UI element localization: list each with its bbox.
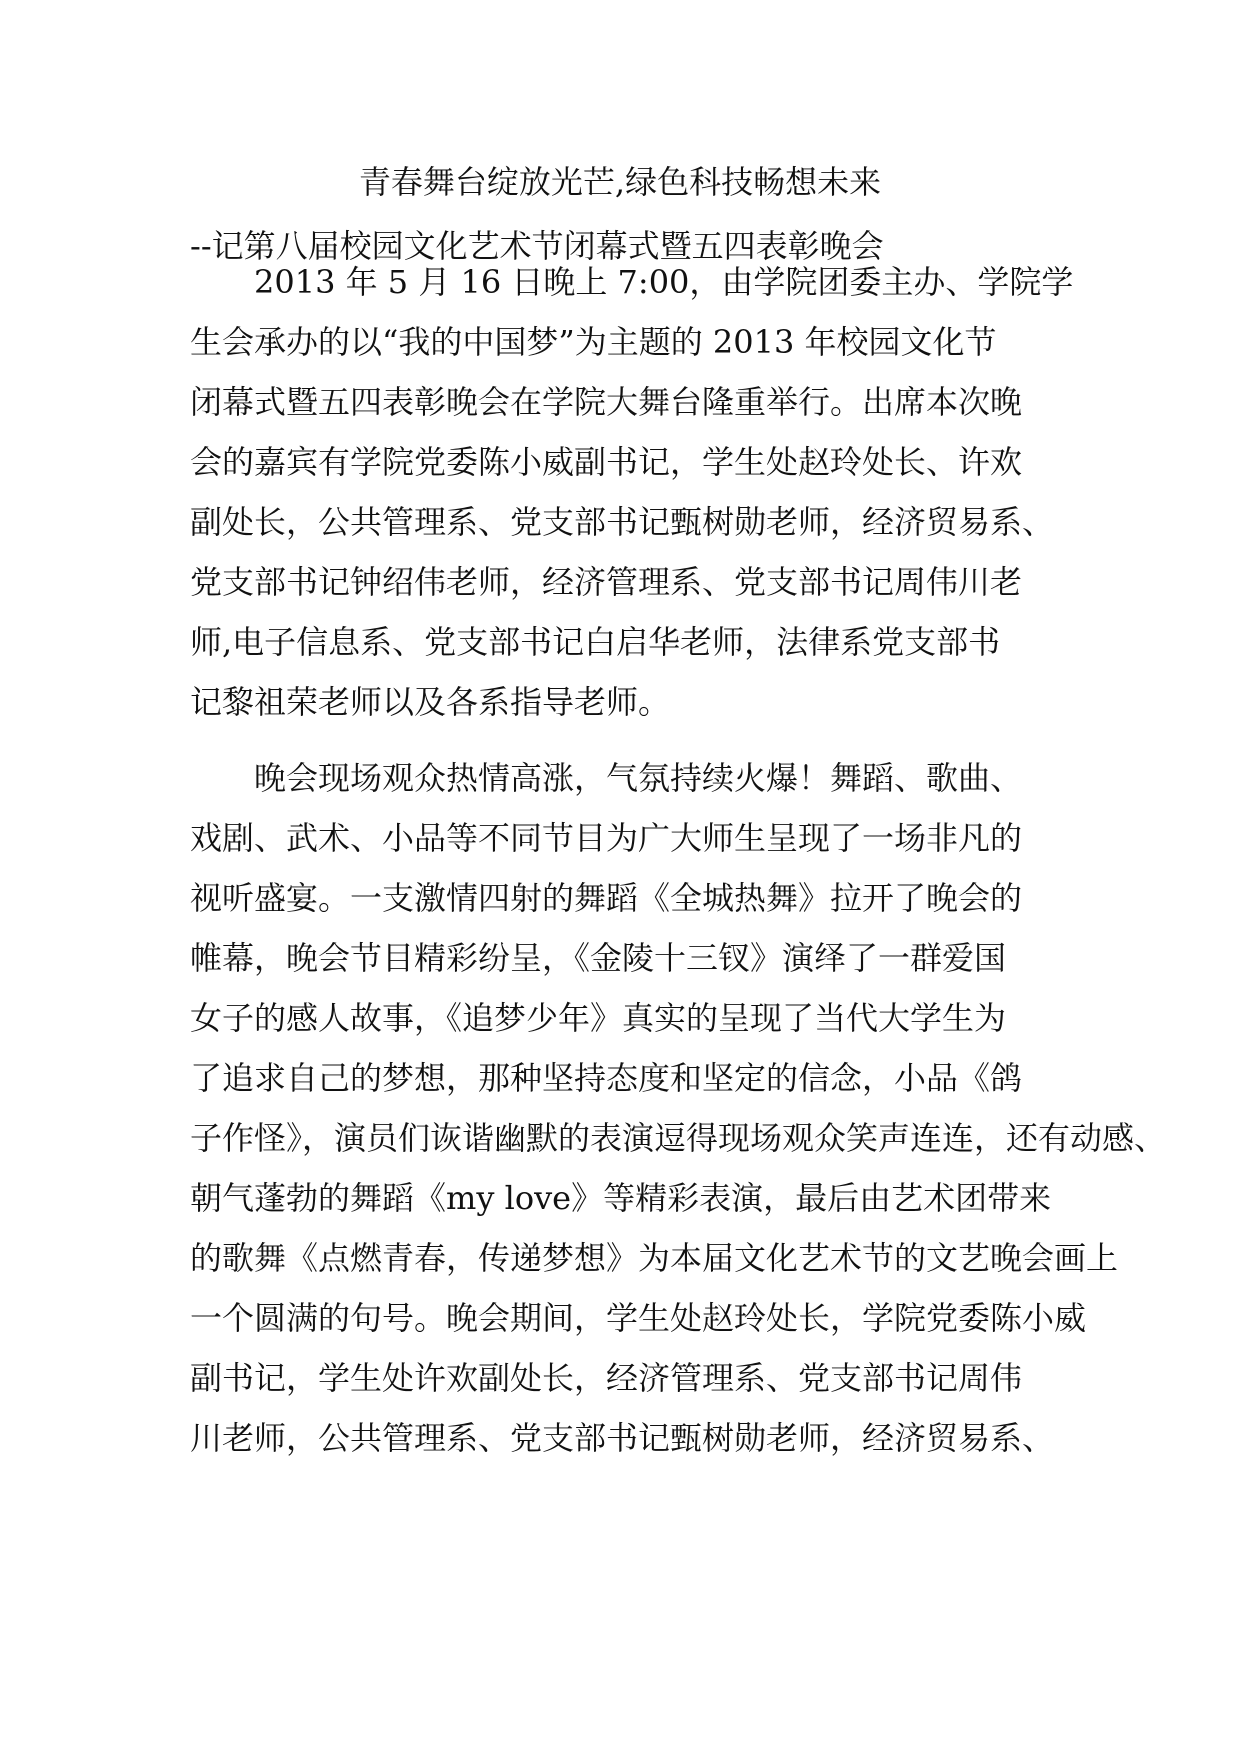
paragraph-line: 副处长，公共管理系、党支部书记甄树勋老师，经济贸易系、 [190,503,1055,541]
paragraph-line: 副书记，学生处许欢副处长，经济管理系、党支部书记周伟 [190,1359,1023,1397]
paragraph-line: 子作怪》，演员们诙谐幽默的表演逗得现场观众笑声连连，还有动感、 [190,1119,1167,1157]
paragraph-line: 帷幕，晚会节目精彩纷呈，《金陵十三钗》演绎了一群爱国 [190,939,1007,977]
article-subtitle: --记第八届校园文化艺术节闭幕式暨五四表彰晚会 [190,227,884,265]
paragraph-line: 党支部书记钟绍伟老师，经济管理系、党支部书记周伟川老 [190,563,1023,601]
paragraph-line: 了追求自己的梦想，那种坚持态度和坚定的信念，小品《鸽 [190,1059,1023,1097]
paragraph-line: 闭幕式暨五四表彰晚会在学院大舞台隆重举行。出席本次晚 [190,383,1023,421]
paragraph-line: 师,电子信息系、党支部书记白启华老师，法律系党支部书 [190,623,1001,661]
paragraph-line: 川老师，公共管理系、党支部书记甄树勋老师，经济贸易系、 [190,1419,1055,1457]
paragraph-line: 戏剧、武术、小品等不同节目为广大师生呈现了一场非凡的 [190,819,1023,857]
paragraph-line: 2013 年 5 月 16 日晚上 7:00，由学院团委主办、学院学 [254,263,1074,301]
paragraph-line: 生会承办的以“我的中国梦”为主题的 2013 年校园文化节 [190,323,997,361]
article-title: 青春舞台绽放光芒,绿色科技畅想未来 [358,163,882,201]
paragraph-line: 女子的感人故事，《追梦少年》真实的呈现了当代大学生为 [190,999,1007,1037]
paragraph-line: 会的嘉宾有学院党委陈小威副书记，学生处赵玲处长、许欢 [190,443,1023,481]
paragraph-line: 的歌舞《点燃青春，传递梦想》为本届文化艺术节的文艺晚会画上 [190,1239,1119,1277]
paragraph-line: 晚会现场观众热情高涨，气氛持续火爆！舞蹈、歌曲、 [254,759,1023,797]
paragraph-line: 视听盛宴。一支激情四射的舞蹈《全城热舞》拉开了晚会的 [190,879,1023,917]
paragraph-line: 一个圆满的句号。晚会期间，学生处赵玲处长，学院党委陈小威 [190,1299,1087,1337]
paragraph-line: 记黎祖荣老师以及各系指导老师。 [190,683,671,721]
paragraph-line: 朝气蓬勃的舞蹈《my love》等精彩表演，最后由艺术团带来 [190,1179,1052,1217]
